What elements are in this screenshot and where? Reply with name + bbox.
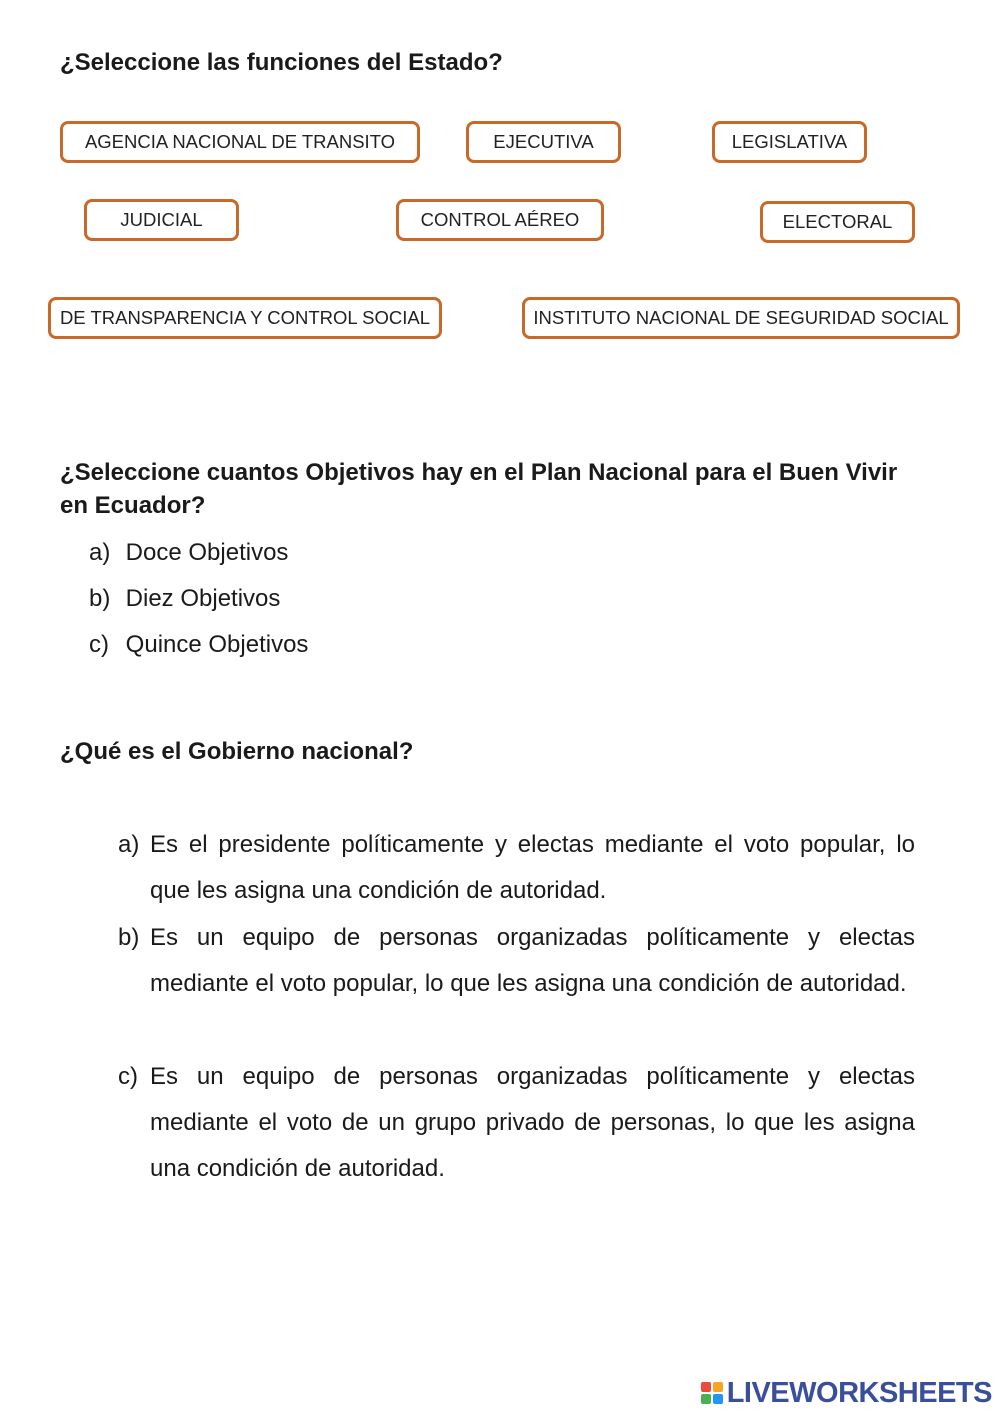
answer-chip-agencia-nacional-de-transito[interactable]: AGENCIA NACIONAL DE TRANSITO [60,121,420,163]
option-letter: a) [118,831,140,858]
logo-square [713,1382,723,1392]
question-3-title: ¿Qué es el Gobierno nacional? [60,738,414,765]
question-3-option-a[interactable] [118,822,915,914]
liveworksheets-logo-icon [700,1381,724,1405]
option-letter: b) [89,585,111,612]
answer-chip-instituto-seguridad-social[interactable]: INSTITUTO NACIONAL DE SEGURIDAD SOCIAL [522,297,960,339]
logo-square [713,1394,723,1404]
option-letter: c) [89,631,109,658]
option-text: Doce Objetivos [125,539,289,566]
option-text: Es un equipo de personas organizadas políticamente y electas mediante el voto popular, lo que les asigna una condición de autoridad. [150,924,915,997]
answer-chip-transparencia-control-social[interactable]: DE TRANSPARENCIA Y CONTROL SOCIAL [48,297,442,339]
question-3-option-c[interactable] [118,1054,915,1192]
option-text: Es un equipo de personas organizadas políticamente y electas mediante el voto de un grupo privado de personas, lo que les asigna una condición de autoridad. [150,1063,915,1182]
question-3-option-b[interactable] [118,915,915,1007]
liveworksheets-brand [700,1376,992,1410]
option-text: Es el presidente políticamente y electas mediante el voto popular, lo que les asigna una condición de autoridad. [150,831,915,904]
question-2-option-c[interactable] [89,630,308,660]
option-letter: c) [118,1063,138,1090]
answer-chip-control-aereo[interactable]: CONTROL AÉREO [396,199,604,241]
option-letter: a) [89,539,111,566]
answer-chip-electoral[interactable]: ELECTORAL [760,201,915,243]
question-2-title: ¿Seleccione cuantos Objetivos hay en el Plan Nacional para el Buen Vivir en Ecuador? [60,459,898,519]
liveworksheets-wordmark: LIVEWORKSHEETS [726,1377,992,1409]
logo-square [701,1394,711,1404]
answer-chip-legislativa[interactable]: LEGISLATIVA [712,121,867,163]
option-text: Diez Objetivos [125,585,281,612]
answer-chip-ejecutiva[interactable]: EJECUTIVA [466,121,621,163]
option-text: Quince Objetivos [125,631,309,658]
question-1-title: ¿Seleccione las funciones del Estado? [60,49,503,76]
answer-chip-judicial[interactable]: JUDICIAL [84,199,239,241]
question-2-option-b[interactable] [89,584,280,614]
logo-square [701,1382,711,1392]
question-2-option-a[interactable] [89,538,288,568]
option-letter: b) [118,924,140,951]
